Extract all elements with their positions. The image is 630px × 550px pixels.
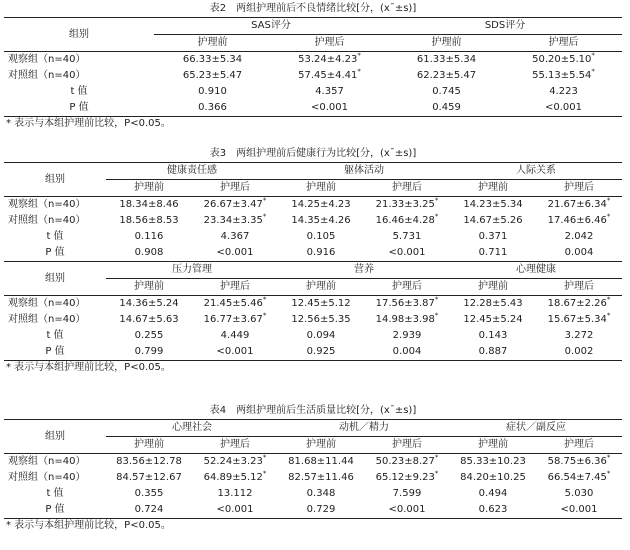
table-cell: 0.729 <box>278 502 364 519</box>
table-cell <box>536 197 622 214</box>
table-cell: 0.004 <box>364 344 450 361</box>
table-cell: 0.002 <box>536 344 622 361</box>
table-cell <box>192 454 278 471</box>
table-cell: 4.367 <box>220 231 250 242</box>
table-cell <box>192 197 278 214</box>
table-cell: 85.33±10.23 <box>450 454 536 471</box>
significance-mark: * <box>606 470 611 478</box>
table-3-sub-header: 护理前 <box>134 281 164 292</box>
table-cell <box>271 68 388 84</box>
table-cell <box>536 312 622 328</box>
table-3-group-nutrition: 营养 <box>278 262 450 279</box>
table-3-sub-header: 护理后 <box>564 182 594 193</box>
table-4-sub-header: 护理前 <box>478 439 508 450</box>
row-label: 对照组（n=40） <box>8 215 86 226</box>
table-cell <box>536 470 622 486</box>
table-cell: <0.001 <box>192 502 278 519</box>
table-cell: 0.004 <box>564 247 594 258</box>
table-cell: 7.599 <box>392 488 422 499</box>
table-cell: 0.910 <box>198 86 227 97</box>
table-3-row-header: 组别 <box>4 163 106 197</box>
table-cell: 3.272 <box>564 330 594 341</box>
table-row <box>4 229 622 245</box>
table-4-note: * 表示与本组护理前比较，P<0.05。 <box>6 520 171 531</box>
significance-mark: * <box>606 295 611 304</box>
table-cell: 12.28±5.43 <box>450 296 536 313</box>
table-2-group-sas: SAS评分 <box>154 18 388 35</box>
cell-value: 55.13±5.54 <box>532 70 592 81</box>
table-cell: 0.348 <box>306 488 336 499</box>
table-3-group-physical-activity: 躯体活动 <box>278 163 450 180</box>
table-cell: <0.001 <box>216 247 254 258</box>
table-cell: 0.724 <box>106 502 192 519</box>
significance-mark: * <box>262 196 267 205</box>
significance-mark: * <box>262 312 267 320</box>
table-cell: <0.001 <box>364 502 450 519</box>
row-label: P 值 <box>45 247 65 258</box>
table-4-sub-header: 护理后 <box>564 439 594 450</box>
table-row <box>4 296 622 313</box>
table-cell: 81.68±11.44 <box>278 454 364 471</box>
table-4-group-motivation-energy: 动机／精力 <box>278 420 450 437</box>
table-row <box>4 312 622 328</box>
table-cell: 0.366 <box>154 100 271 117</box>
table-3-note: * 表示与本组护理前比较，P<0.05。 <box>6 362 171 373</box>
table-row <box>4 213 622 229</box>
table-2-sub-header: 护理后 <box>548 37 579 48</box>
table-3-sub-header: 护理后 <box>220 182 250 193</box>
table-cell: 12.45±5.12 <box>278 296 364 313</box>
table-cell: 0.105 <box>306 231 336 242</box>
significance-mark: * <box>606 213 611 221</box>
cell-value: 52.24±3.23 <box>203 456 263 467</box>
table-cell <box>536 454 622 471</box>
table-2-group-header-row <box>4 18 622 35</box>
table-row <box>4 245 622 262</box>
significance-mark: * <box>434 470 439 478</box>
table-cell <box>536 296 622 313</box>
table-cell: <0.001 <box>505 100 622 117</box>
cell-value: 23.34±3.35 <box>203 215 263 226</box>
table-row <box>4 197 622 214</box>
cell-value: 21.45±5.46 <box>203 298 263 309</box>
table-cell: 0.459 <box>388 100 505 117</box>
table-4-row-header: 组别 <box>4 420 106 454</box>
cell-value: 16.77±3.67 <box>203 314 263 325</box>
table-cell: 4.223 <box>549 86 578 97</box>
table-cell: 14.25±4.23 <box>278 197 364 214</box>
significance-mark: * <box>357 51 361 60</box>
table-cell <box>364 296 450 313</box>
table-cell: 0.711 <box>478 247 508 258</box>
table-cell: 65.23±5.47 <box>182 70 243 81</box>
table-cell: 0.623 <box>450 502 536 519</box>
table-cell: 0.745 <box>432 86 461 97</box>
significance-mark: * <box>262 295 267 304</box>
table-cell: 2.939 <box>392 330 422 341</box>
significance-mark: * <box>262 470 267 478</box>
table-cell: 18.56±8.53 <box>119 215 179 226</box>
table-2-sub-header: 护理后 <box>314 37 345 48</box>
table-cell: 4.357 <box>315 86 344 97</box>
table-cell: 14.36±5.24 <box>106 296 192 313</box>
table-3-sub-header: 护理后 <box>220 281 250 292</box>
table-cell: <0.001 <box>536 502 622 519</box>
table-cell: 0.143 <box>478 330 508 341</box>
row-label: P 值 <box>4 344 106 361</box>
cell-value: 64.89±5.12 <box>203 472 263 483</box>
significance-mark: * <box>434 196 439 205</box>
cell-value: 21.67±6.34 <box>547 199 607 210</box>
table-cell: 0.355 <box>134 488 164 499</box>
table-row <box>4 100 622 117</box>
table-cell: 2.042 <box>564 231 594 242</box>
table-2-caption: 表2 两组护理前后不良情绪比较[分，(x¯±s)] <box>209 3 417 14</box>
cell-value: 26.67±3.47 <box>203 199 263 210</box>
table-cell <box>192 296 278 313</box>
cell-value: 53.24±4.23 <box>298 54 358 65</box>
row-label: 对照组（n=40） <box>8 472 86 483</box>
significance-mark: * <box>606 312 611 320</box>
table-2-sub-header: 护理前 <box>197 37 228 48</box>
table-cell: 0.494 <box>478 488 508 499</box>
table-cell <box>364 213 450 229</box>
table-row <box>4 52 622 69</box>
table-row <box>4 68 622 84</box>
table-cell: 18.34±8.46 <box>106 197 192 214</box>
table-cell: 84.20±10.25 <box>460 472 526 483</box>
table-row <box>4 344 622 361</box>
table-row <box>4 502 622 519</box>
cell-value: 17.46±6.46 <box>547 215 607 226</box>
table-cell: 14.35±4.26 <box>291 215 351 226</box>
row-label: 对照组（n=40） <box>8 314 86 325</box>
table-3-caption: 表3 两组护理前后健康行为比较[分，(x¯±s)] <box>209 148 417 159</box>
row-label: t 值 <box>70 86 88 97</box>
table-2-row-header: 组别 <box>4 18 154 52</box>
cell-value: 50.23±8.27 <box>375 456 435 467</box>
cell-value: 58.75±6.36 <box>547 456 607 467</box>
table-cell: 0.799 <box>106 344 192 361</box>
table-cell <box>192 213 278 229</box>
table-cell: 61.33±5.34 <box>388 52 505 69</box>
table-3-sub-header: 护理后 <box>392 281 422 292</box>
table-cell: 14.67±5.63 <box>119 314 179 325</box>
row-label: 对照组（n=40） <box>8 70 86 81</box>
table-3-group-stress-management: 压力管理 <box>106 262 278 279</box>
row-label: 观察组（n=40） <box>4 52 154 69</box>
table-cell: 84.57±12.67 <box>116 472 182 483</box>
table-cell <box>271 52 388 69</box>
table-4-sub-header: 护理前 <box>306 439 336 450</box>
table-cell <box>192 312 278 328</box>
table-cell <box>505 52 622 69</box>
table-row <box>4 84 622 100</box>
table-cell: 0.916 <box>306 247 336 258</box>
table-cell <box>364 470 450 486</box>
table-4-sub-header: 护理后 <box>392 439 422 450</box>
cell-value: 16.46±4.28 <box>375 215 435 226</box>
cell-value: 57.45±4.41 <box>298 70 358 81</box>
table-cell: 13.112 <box>217 488 253 499</box>
table-cell: 83.56±12.78 <box>106 454 192 471</box>
row-label: P 值 <box>4 502 106 519</box>
table-2-sub-header: 护理前 <box>431 37 462 48</box>
cell-value: 66.54±7.45 <box>547 472 607 483</box>
significance-mark: * <box>591 51 595 60</box>
row-label: t 值 <box>46 231 64 242</box>
table-3-sub-header: 护理前 <box>306 281 336 292</box>
table-cell: 0.371 <box>478 231 508 242</box>
table-row <box>4 486 622 502</box>
table-4-group-psychosocial: 心理社会 <box>106 420 278 437</box>
table-cell <box>364 312 450 328</box>
table-4-section <box>4 405 622 533</box>
table-2-section <box>4 3 622 131</box>
table-4-caption: 表4 两组护理前后生活质量比较[分，(x¯±s)] <box>209 405 417 416</box>
significance-mark: * <box>434 312 439 320</box>
table-3-sub-header: 护理后 <box>392 182 422 193</box>
table-cell <box>364 454 450 471</box>
table-cell: 0.116 <box>134 231 164 242</box>
table-cell: 0.887 <box>450 344 536 361</box>
table-cell: 0.925 <box>278 344 364 361</box>
table-3-sub-header: 护理前 <box>306 182 336 193</box>
table-3-sub-header: 护理前 <box>478 182 508 193</box>
table-cell: 5.030 <box>564 488 594 499</box>
table-cell: 66.33±5.34 <box>154 52 271 69</box>
table-3-group-header-row <box>4 262 622 279</box>
table-3-sub-header: 护理前 <box>478 281 508 292</box>
cell-value: 21.33±3.25 <box>375 199 435 210</box>
row-label: 观察组（n=40） <box>4 197 106 214</box>
table-cell: 62.23±5.47 <box>416 70 477 81</box>
table-cell: 4.449 <box>220 330 250 341</box>
table-3-section <box>4 148 622 375</box>
significance-mark: * <box>606 196 611 205</box>
table-cell: 12.45±5.24 <box>463 314 523 325</box>
table-2 <box>4 17 622 117</box>
table-3 <box>4 162 622 361</box>
row-label: 观察组（n=40） <box>4 296 106 313</box>
row-label: P 值 <box>4 100 154 117</box>
table-cell: <0.001 <box>271 100 388 117</box>
table-cell: 12.56±5.35 <box>291 314 351 325</box>
cell-value: 15.67±5.34 <box>547 314 607 325</box>
cell-value: 17.56±3.87 <box>375 298 435 309</box>
table-4-group-header-row <box>4 420 622 437</box>
table-4-sub-header: 护理后 <box>220 439 250 450</box>
table-row <box>4 328 622 344</box>
table-2-group-sds: SDS评分 <box>388 18 622 35</box>
significance-mark: * <box>434 453 439 462</box>
cell-value: 14.98±3.98 <box>375 314 435 325</box>
significance-mark: * <box>591 68 595 76</box>
table-3-row-header: 组别 <box>4 262 106 296</box>
table-4-group-symptoms-side-effects: 症状／副反应 <box>450 420 622 437</box>
significance-mark: * <box>434 295 439 304</box>
table-cell: 14.23±5.34 <box>450 197 536 214</box>
table-3-group-header-row <box>4 163 622 180</box>
table-cell: 0.908 <box>134 247 164 258</box>
table-3-group-interpersonal: 人际关系 <box>450 163 622 180</box>
table-cell: 14.67±5.26 <box>463 215 523 226</box>
cell-value: 65.12±9.23 <box>375 472 435 483</box>
table-cell: 5.731 <box>392 231 422 242</box>
table-row <box>4 454 622 471</box>
table-4-sub-header: 护理前 <box>134 439 164 450</box>
row-label: t 值 <box>46 330 64 341</box>
row-label: t 值 <box>46 488 64 499</box>
table-cell <box>536 213 622 229</box>
table-3-sub-header: 护理后 <box>564 281 594 292</box>
significance-mark: * <box>262 453 267 462</box>
table-cell: 0.255 <box>134 330 164 341</box>
significance-mark: * <box>262 213 267 221</box>
significance-mark: * <box>606 453 611 462</box>
cell-value: 18.67±2.26 <box>547 298 607 309</box>
table-cell: <0.001 <box>388 247 426 258</box>
table-cell <box>505 68 622 84</box>
row-label: 观察组（n=40） <box>4 454 106 471</box>
table-cell <box>192 470 278 486</box>
table-cell <box>364 197 450 214</box>
significance-mark: * <box>357 68 361 76</box>
table-2-note: * 表示与本组护理前比较，P<0.05。 <box>6 118 171 129</box>
table-cell: 82.57±11.46 <box>288 472 354 483</box>
table-3-sub-header: 护理前 <box>134 182 164 193</box>
table-3-group-mental-health: 心理健康 <box>450 262 622 279</box>
table-row <box>4 470 622 486</box>
table-3-group-health-responsibility: 健康责任感 <box>106 163 278 180</box>
table-cell: 0.094 <box>306 330 336 341</box>
significance-mark: * <box>434 213 439 221</box>
table-4 <box>4 419 622 519</box>
table-cell: <0.001 <box>192 344 278 361</box>
cell-value: 50.20±5.10 <box>532 54 592 65</box>
